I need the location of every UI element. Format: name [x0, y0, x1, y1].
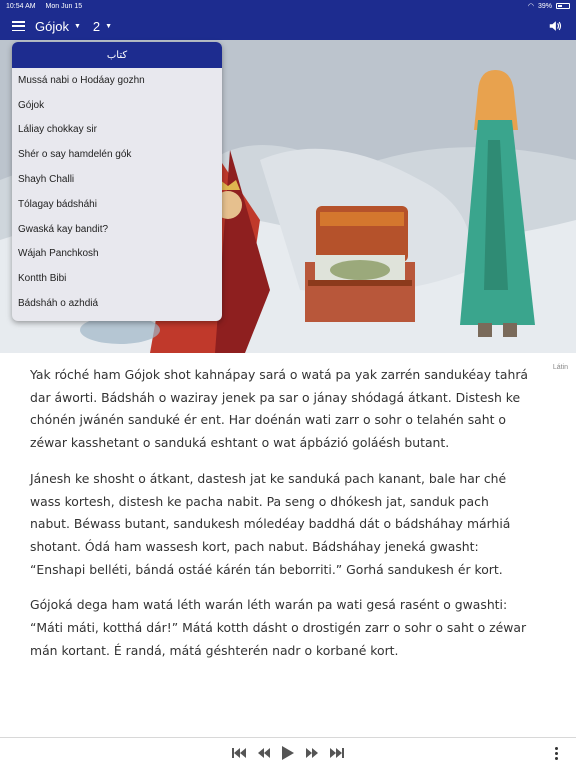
- status-right: [528, 2, 570, 10]
- status-bar: [0, 0, 576, 12]
- book-item-5[interactable]: Shayh Challi: [18, 174, 75, 186]
- skip-back-icon[interactable]: [232, 748, 246, 758]
- more-options-icon[interactable]: [555, 747, 558, 760]
- paragraph-2: Jánesh ke shosht o átkant, dastesh jat ke sanduká pach kanant, bale har ché wass kortesh, distesh ke pacha nabit. Pa seng o dhókesh jat, sanduk pach nabut. Béwass butant, sandukesh móledéay baddhá dát o bádsháhay márhiá shotant. Ódá ham wassesh kort, pach nabut. Bádsháhay jeneká gwasht: “Enshapi belléti, bándá ostáé kárén tán beborriti.” Gorhá sandukesh ér kort.: [30, 470, 511, 577]
- play-icon[interactable]: [282, 746, 294, 760]
- book-item-6[interactable]: Tólagay bádsháhi: [18, 198, 97, 210]
- book-item-9[interactable]: Kontth Bibi: [18, 273, 67, 285]
- status-time: 10:54 AM: [6, 2, 36, 10]
- script-label[interactable]: Látin: [552, 364, 568, 371]
- book-list-dropdown: [12, 42, 222, 321]
- story-text: [30, 364, 530, 675]
- book-title: Gójok: [35, 18, 69, 34]
- book-item-4[interactable]: Shér o say hamdelén gók: [18, 149, 132, 161]
- chapter-selector[interactable]: [93, 19, 112, 34]
- book-dropdown-caret-icon: ▼: [73, 22, 81, 30]
- status-date: Mon Jun 15: [45, 2, 83, 10]
- book-list-header: کتاب: [12, 42, 222, 68]
- skip-forward-icon[interactable]: [330, 748, 344, 758]
- menu-icon[interactable]: [12, 21, 25, 31]
- battery-icon: [556, 3, 570, 9]
- book-item-3[interactable]: Láliay chokkay sir: [18, 124, 97, 136]
- status-left: [6, 3, 90, 10]
- chapter-number: 2: [92, 18, 101, 34]
- app-bar: [0, 12, 576, 40]
- book-item-1[interactable]: Mussá nabi o Hodáay gozhn: [18, 74, 145, 86]
- fast-forward-icon[interactable]: [306, 748, 318, 758]
- book-item-10[interactable]: Bádsháh o azhdiá: [18, 298, 99, 310]
- paragraph-3: Gójoká dega ham watá léth warán léth warán pa wati gesá rasént o gwashti: “Máti máti, kotthá dár!” Mátá kotth dásht o drostigén zarr o sohr o saht o zéwar mán kortant. É randá, mátá géshterén nadr o korbané kort.: [30, 597, 527, 658]
- book-item-8[interactable]: Wájah Panchkosh: [18, 248, 99, 260]
- book-item-2[interactable]: Gójok: [18, 99, 45, 111]
- audio-controls: [0, 737, 576, 768]
- speaker-icon[interactable]: [548, 19, 562, 33]
- wifi-icon: ◠: [527, 3, 534, 10]
- rewind-icon[interactable]: [258, 748, 270, 758]
- battery-percent: 39%: [537, 2, 552, 10]
- chapter-dropdown-caret-icon: ▼: [105, 22, 113, 30]
- book-item-7[interactable]: Gwaská kay bandit?: [18, 223, 109, 235]
- book-selector[interactable]: [35, 19, 81, 34]
- paragraph-1: Yak róché ham Gójok shot kahnápay sará o watá pa yak zarrén sandukéay tahrá dar áworti. Bádsháh o waziray jenek pa sar o jánay shódagá átkant. Distesh ke chónén jwánén sanduké ér ent. Har doénán wati zarr o sohr o telahén saht o zéwar kasshetant o sanduká eshtant o wat ápbázió goláésh butant.: [30, 367, 529, 451]
